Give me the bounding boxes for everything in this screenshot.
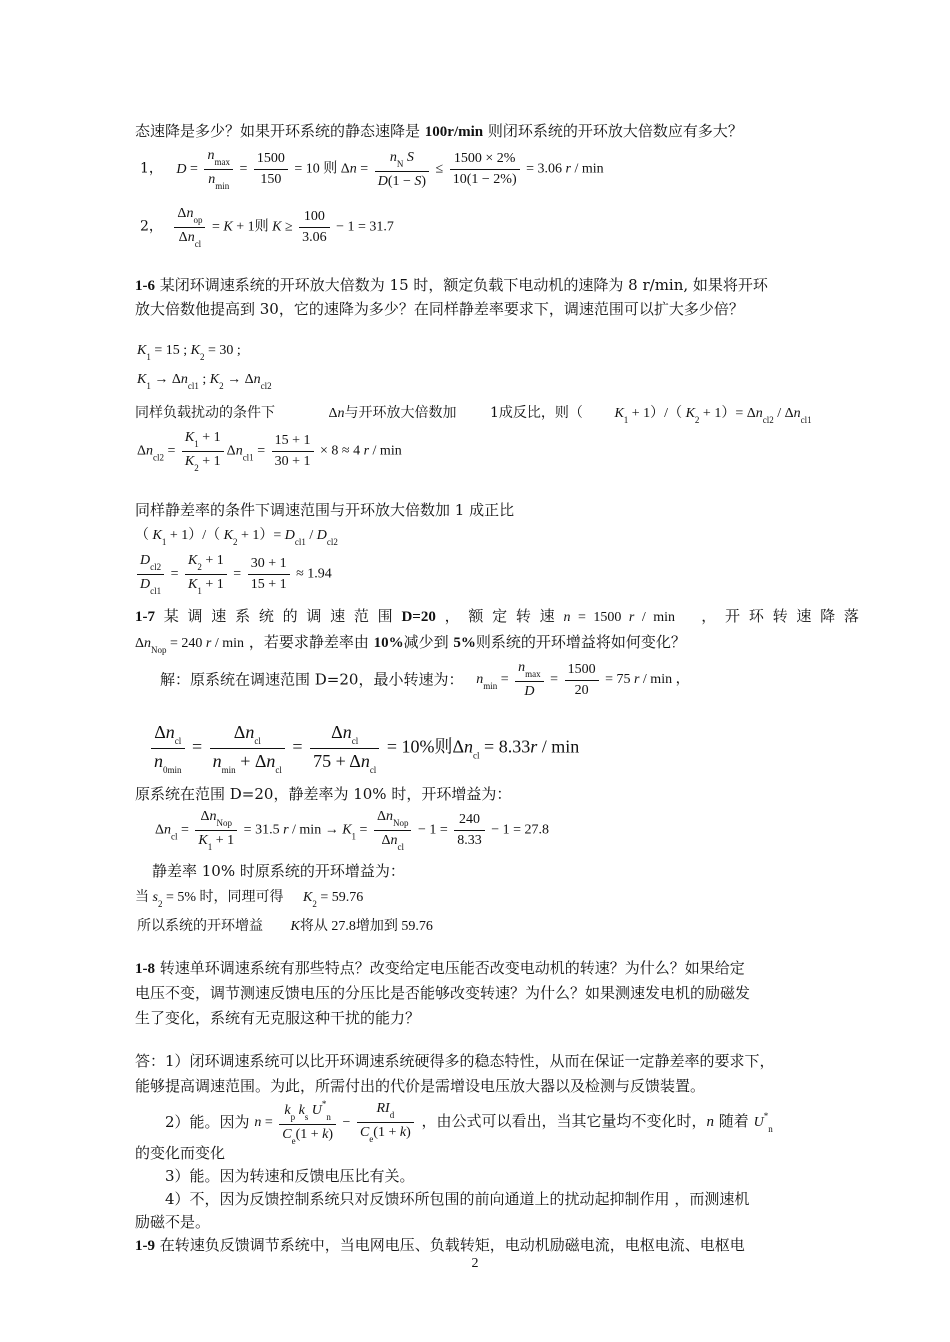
- question-1-6-line2: [135, 299, 825, 319]
- text-span: 3）能。因为转速和反馈电压比有关。: [165, 1167, 415, 1185]
- k-values: $K_1 = 15$ ; $K_2 = 30$ ;: [137, 343, 241, 362]
- text-span: 电压不变，调节测速反馈电压的分压比是否能够改变转速？为什么？如果测速发电机的励磁发: [135, 984, 751, 1002]
- question-number: 1-6: [135, 278, 155, 294]
- question-1-6-line1: [135, 275, 825, 296]
- text-span: 生了变化，系统有无克服这种干扰的能力？: [135, 1009, 421, 1027]
- text-span: 放大倍数他提高到 30，它的速降为多少？在同样静差率要求下，调速范围可以扩大多少倍？: [135, 300, 744, 318]
- gain-result: [152, 861, 842, 881]
- answer-2-tail: [135, 1143, 825, 1163]
- question-number: 1-8: [135, 961, 155, 977]
- conclusion: 所以系统的开环增益 K将从 27.8增加到 59.76: [137, 918, 433, 934]
- s2-case: 当 $s_2 = 5\%$ 时，同理可得 $K_2 = 59.76$: [135, 889, 364, 909]
- question-1-8-line3: [135, 1008, 825, 1028]
- answer-3: [165, 1166, 855, 1186]
- text-span: 同样静差率的条件下调速范围与开环放大倍数加 1 成正比: [135, 501, 515, 519]
- question-number: 1-9: [135, 1238, 155, 1254]
- text-span: 励磁不是。: [135, 1213, 211, 1231]
- answer-1-line2: [135, 1076, 825, 1096]
- d-equation: $\frac{D_{cl2}}{D_{cl1}}$ = $\frac{K_2 + 1}{K_1 + 1}$ = $\frac{30 + 1}{15 + 1}$ ≈ 1.94: [137, 553, 537, 599]
- text-span: 的变化而变化: [135, 1144, 226, 1162]
- equation-1: 1， D = $\frac{n_{max}}{n_{min}}$ = $\frac{1500}{150}$ = 10 则 Δn = $\frac{n_N S}{D(1 - S)}$ ≤ $\frac{1500 \times 2\%}{10(1 - 2\%)}$ = 3.06 r / min: [140, 148, 604, 191]
- bold-value: 100r/min: [424, 124, 484, 140]
- same-slip-condition: [135, 500, 825, 520]
- gain-equation: $\Delta n_{cl}$ = $\frac{\Delta n_{Nop}}{K_1 + 1}$ = 31.5 $r / \min \to K_1$ = $\frac{\Delta n_{Nop}}{\Delta n_{cl}}$ − 1 = $\frac{240}{8.33}$ − 1 = 27.8: [155, 809, 550, 852]
- slip-equation: $\frac{\Delta n_{cl}}{n_{0min}}$ = $\frac{\Delta n_{cl}}{n_{min} + \Delta n_{cl}}$ = $\frac{\Delta n_{cl}}{75 + \Delta n_{cl}}$ = 10%则$\Delta n_{cl} = 8.33r / \min$: [148, 722, 828, 782]
- text-span: 静差率 10% 时原系统的开环增益为：: [152, 862, 405, 880]
- question-1-7-line1: 1-7 某 调 速 系 统 的 调 速 范 围 D=20 ， 额 定 转 速 n = 1500 r / min ， 开 环 转 速 降 落: [135, 607, 859, 625]
- k-mapping: $K_1 \to \Delta n_{cl1}$ ; $K_2 \to \Delta n_{cl2}$: [137, 372, 272, 391]
- question-continuation: [135, 121, 825, 142]
- text-span: 在转速负反馈调节系统中，当电网电压、负载转矩，电动机励磁电流，电枢电流、电枢电: [155, 1236, 745, 1254]
- equation-2: 2， $\frac{\Delta n_{op}}{\Delta n_{cl}}$ = K + 1则 K ≥ $\frac{100}{3.06}$ − 1 = 31.7: [140, 206, 394, 249]
- question-1-8-line2: [135, 983, 825, 1003]
- text-span: 答：1）闭环调速系统可以比开环调速系统硬得多的稳态特性，从而在保证一定静差率的要求下，: [135, 1052, 775, 1070]
- text-span: 转速单环调速系统有那些特点？改变给定电压能否改变电动机的转速？为什么？如果给定: [155, 959, 745, 977]
- question-1-7-line2: $\Delta n_{Nop} = 240$ r / min ，若要求静差率由 10%减少到 5%则系统的开环增益将如何变化？: [135, 633, 686, 655]
- answer-4-line1: [165, 1189, 855, 1209]
- page-number: 2: [471, 1256, 479, 1271]
- text-span: 4）不，因为反馈控制系统只对反馈环所包围的前向通道上的扰动起抑制作用 ，而测速机: [165, 1190, 750, 1208]
- question-number: 1-7: [135, 609, 155, 625]
- text-span: 态速降是多少？如果开环系统的静态速降是: [135, 122, 425, 140]
- gain-intro: [135, 784, 825, 804]
- d-ratio: （ $K_1 + 1)/$（ $K_2 + 1)= D_{cl1} / D_{cl2}$: [135, 528, 338, 547]
- answer-4-line2: [135, 1212, 825, 1232]
- text-span: 能够提高调速范围。为此，所需付出的代价是需增设电压放大器以及检测与反馈装置。: [135, 1077, 706, 1095]
- same-load-condition: 同样负载扰动的条件下 Δn与开环放大倍数加 1成反比，则（ $K_1 + 1)/$（ $K_2 + 1)= \Delta n_{cl2} / \Delta n_{cl1}$: [135, 405, 812, 425]
- question-1-8-line1: [135, 958, 825, 979]
- text-span: 则闭环系统的开环放大倍数应有多大？: [483, 122, 743, 140]
- solution-intro: 解：原系统在调速范围 D=20，最小转速为：: [160, 670, 464, 689]
- text-span: 原系统在范围 D=20，静差率为 10% 时，开环增益为：: [135, 785, 512, 803]
- text-span: 某闭环调速系统的开环放大倍数为 15 时，额定负载下电动机的速降为 8 r/min, 如果将开环: [155, 276, 768, 294]
- answer-2-equation: 2）能。因为 n = $\frac{k_p k_s U^*_n}{C_e(1 + k)}$ − $\frac{RI_d}{C_e(1 + k)}$ ，由公式可以看出，当其它量均不变化时，n 随着 $U^*_n$: [165, 1099, 773, 1146]
- answer-1-line1: [135, 1051, 825, 1071]
- question-1-9: [135, 1235, 825, 1256]
- dn-equation: $\Delta n_{cl2}$ = $\frac{K_1 + 1}{K_2 + 1}$ $\Delta n_{cl1}$ = $\frac{15 + 1}{30 + 1}$ × 8 ≈ 4 r / min: [137, 430, 402, 473]
- nmin-line: 解：原系统在调速范围 D=20，最小转速为： $n_{min}$ = $\frac{n_{max}}{D}$ = $\frac{1500}{20}$ = 75 r / min ，: [160, 660, 690, 699]
